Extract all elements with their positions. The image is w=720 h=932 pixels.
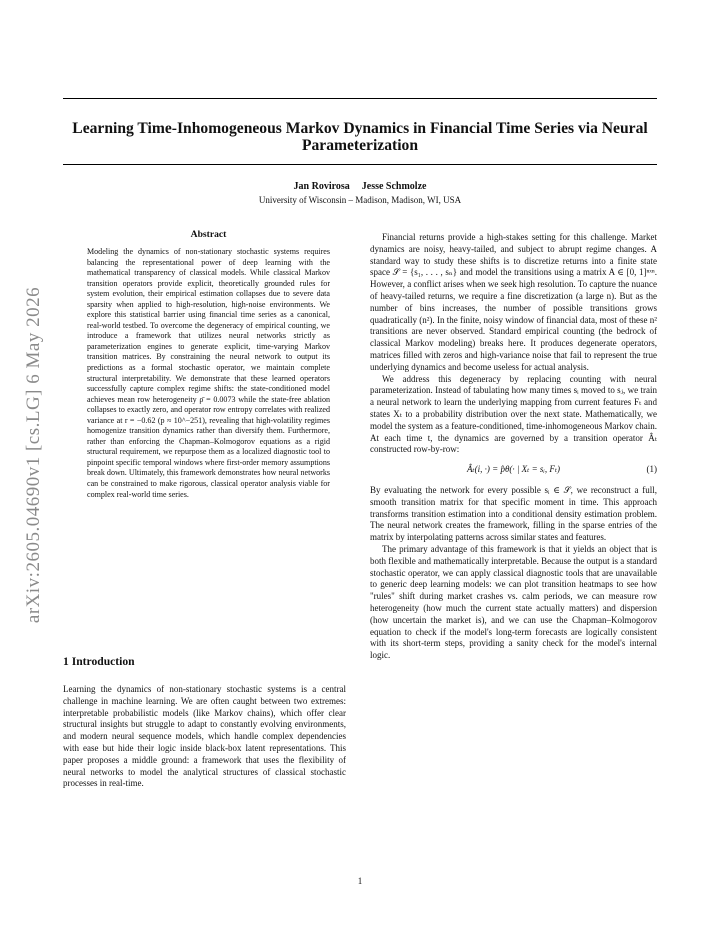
affiliation: University of Wisconsin – Madison, Madison, WI, USA bbox=[258, 195, 462, 205]
paper-title: Learning Time-Inhomogeneous Markov Dynamics in Financial Time Series via Neural Parameterization bbox=[72, 120, 648, 154]
author-line bbox=[63, 181, 657, 193]
equation-number: (1) bbox=[646, 464, 657, 475]
page-number: 1 bbox=[357, 876, 363, 886]
body-paragraph: The primary advantage of this framework is that it yields an object that is both flexible and mathematically interpretable. Because the output is a standard stochastic operator, we can apply classical diagnostic tools that are unavailable to generic deep learning models: we can plot transition heatmaps to see how "rules" shift during market crashes vs. calm periods, we can measure row heterogeneity (how much the current state actually matters) and dispersion (how uncertain the market is), and we can use the Chapman–Kolmogorov equation to check if the model's long-term forecasts are logically consistent with its short-term steps, providing a sanity check for the model's internal logic. bbox=[370, 543, 657, 661]
abstract-body: Modeling the dynamics of non-stationary stochastic systems requires balancing the representational power of deep learning with the mathematical transparency of classical models. While classical Markov transition operators provide explicit, theoretically grounded rules for system evolution, their empirical estimation collapses due to severe data sparsity when applied to high-resolution, high-noise environments. We explore this statistical barrier using financial time series as a canonical, real-world testbed. To overcome the degeneracy of empirical counting, we introduce a framework that utilizes neural networks strictly as parameterization engines to generate explicit, time-varying Markov transition matrices. By constraining the neural network to output its predictions as a formal stochastic operator, we maintain complete structural interpretability. We demonstrate that these learned operators successfully capture complex regime shifts: the state-conditioned model achieves mean row heterogeneity ρ̄ = 0.0073 while the state-free ablation collapses to exactly zero, and operator row entropy correlates with realized variance at r = −0.62 (p ≈ 10^−251), revealing that high-volatility regimes homogenize transition dynamics rather than diversify them. Furthermore, rather than enforcing the Chapman–Kolmogorov equations as a rigid structural requirement, we repurpose them as a localized diagnostic tool to pinpoint specific temporal windows where first-order memory assumptions break down. Ultimately, this framework demonstrates how neural networks can be constrained to make rigorous, classical operator analysis viable for complex real-world time series. bbox=[87, 247, 330, 499]
body-paragraph: We address this degeneracy by replacing counting with neural parameterization. Instead of tabulating how many times sᵢ moved to sⱼ, we train a neural network to learn the underlying mapping from current features Fₜ and states Xₜ to a probability distribution over the next state. Mathematically, we model the system as a feature-conditioned, time-inhomogeneous Markov chain. At each time t, the dynamics are governed by a transition operator Âₜ constructed row-by-row: bbox=[370, 373, 657, 455]
author-name: Jan Rovirosa bbox=[293, 181, 350, 192]
arxiv-identifier-stamp: arXiv:2605.04690v1 [cs.LG] 6 May 2026 bbox=[23, 286, 44, 624]
body-paragraph: Financial returns provide a high-stakes setting for this challenge. Market dynamics are noisy, heavy-tailed, and subject to abrupt regime changes. A standard way to study these shifts is to discretize returns into a finite state space 𝒮 = {s₁, . . . , sₙ} and model the transitions using a matrix A ∈ [0, 1]ⁿˣⁿ. However, a conflict arises when we seek high resolution. To capture the nuance of heavy-tailed returns, we require a fine discretization (a large n). But as the number of bins increases, the number of possible transitions grows quadratically (n²). In the finite, noisy window of financial data, most of these n² transitions are never observed. Standard empirical counting (the bedrock of classical Markov modeling) breaks here. It produces degenerate operators, matrices filled with zeros and high-variance noise that fail to represent the true underlying dynamics and become useless for actual analysis. bbox=[370, 232, 657, 372]
equation-1 bbox=[370, 464, 657, 476]
title-bottom-rule bbox=[63, 164, 657, 165]
equation-expression: Âₜ(i, ·) = p̂θ(· | Xₜ = sᵢ, Fₜ) bbox=[466, 464, 561, 475]
section-heading-introduction: 1 Introduction bbox=[63, 655, 135, 668]
introduction-paragraph: Learning the dynamics of non-stationary stochastic systems is a central challenge in machine learning. We are often caught between two extremes: interpretable probabilistic models (like Markov chains), which offer clear structural insights but struggle to adapt to constantly evolving environments, and modern neural sequence models, which handle complex dependencies with ease but hide their logic inside black-box latent representations. This paper proposes a middle ground: a framework that uses the flexibility of neural networks to model the analytical structures of classical stochastic processes in real-time. bbox=[63, 684, 346, 789]
abstract-heading: Abstract bbox=[190, 229, 227, 240]
top-rule bbox=[63, 98, 657, 99]
author-name: Jesse Schmolze bbox=[361, 181, 427, 192]
right-column bbox=[370, 232, 657, 662]
body-paragraph: By evaluating the network for every possible sᵢ ∈ 𝒮, we reconstruct a full, smooth transition matrix for that specific moment in time. This approach transforms transition estimation into a conditional density estimation problem. The neural network creates the framework, filling in the sparse entries of the matrix by interpolating patterns across similar states and features. bbox=[370, 484, 657, 543]
